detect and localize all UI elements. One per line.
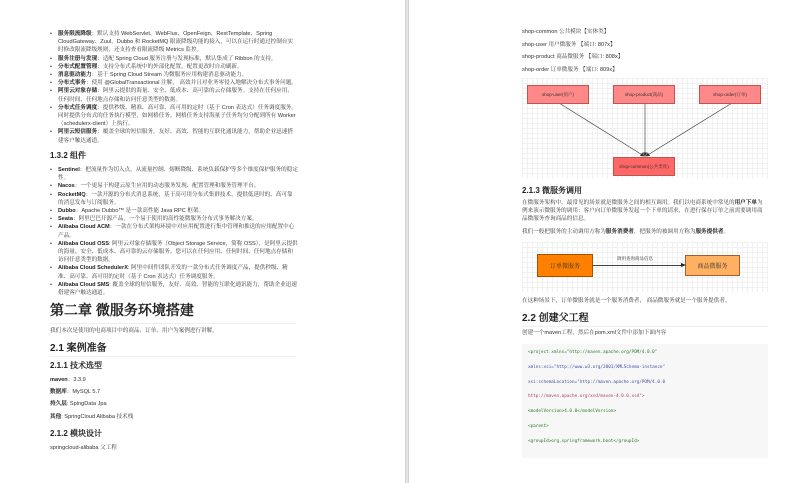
heading-2-1-3: 2.1.3 微服务调用 bbox=[522, 186, 583, 195]
list-item: • Alibaba Cloud OSS: 阿里云对象存储服务（Object Storage Service，简称 OSS），是阿里云提供的海量、安全、低成本、高可靠的云存储服务。您可以在任何应用、任何时间、任何地点存储和访问任意类型的数据。 bbox=[50, 240, 298, 265]
box-shop-order: shop-order(订单) bbox=[699, 85, 761, 104]
module-item: shop-user 用户微服务 【端口: 807x】 bbox=[522, 42, 616, 48]
tech-persistence: 持久层: SpingData Jpa bbox=[50, 401, 107, 407]
call-arrow-label: 调用查询商品信息 bbox=[617, 256, 653, 261]
feature-list bbox=[50, 30, 298, 145]
module-line: springcloud-alibaba 父工程 bbox=[50, 445, 117, 451]
code-line: <project xmlns="http://maven.apache.org/POM/4.0.0" bbox=[528, 350, 658, 355]
list-item: • RocketMQ：一款开源的分布式消息系统，基于高可用分布式集群技术，提供低延时的、高可靠的消息发布与订阅服务。 bbox=[50, 191, 298, 207]
intro-text: 我们本次是使用的电商项目中的商品、订单、用户为案例进行讲解。 bbox=[50, 328, 218, 334]
paragraph: 创建一个maven工程，然后在pom.xml文件中添加下面内容 bbox=[522, 330, 667, 336]
heading-2-1-2: 2.1.2 模块设计 bbox=[50, 429, 103, 438]
box-shop-user: shop-user(用户) bbox=[527, 85, 589, 104]
box-order-service: 订单微服务 bbox=[537, 254, 593, 277]
code-line: http://maven.apache.org/xsd/maven-4.0.0.xsd"> bbox=[528, 394, 645, 400]
module-item: shop-order 订单微服务 【端口: 809x】 bbox=[522, 67, 618, 73]
box-shop-common: shop-common(公共类库) bbox=[613, 157, 675, 176]
tech-database: 数据库：MySQL 5.7 bbox=[50, 389, 101, 395]
arrow-order-common bbox=[646, 103, 732, 156]
list-item: • Dubbo：Apache Dubbo™ 是一款高性能 Java RPC 框架。 bbox=[50, 207, 298, 215]
code-line: <groupId>org.springframework.boot</groupId> bbox=[528, 438, 640, 444]
arrow-user-common bbox=[559, 103, 644, 156]
list-item: • 分布式配置管理：支持分布式系统中的外部化配置，配置更改时自动刷新。 bbox=[50, 63, 298, 71]
paragraph: 在微服务架构中，最常见的场景就是微服务之间的相互调用。我们以电商系统中常见的用户下单为例来演示微服务的调用：客户向订单微服务发起一个下单的请求，在进行保存订单之前需要调用商品微服务查询商品的信息。 bbox=[522, 200, 763, 223]
list-item: • Alibaba Cloud SMS: 覆盖全球的短信服务，友好、高效、智能的互联化通讯能力，帮助企业迅速搭建客户触达通道。 bbox=[50, 281, 298, 297]
list-item: • 分布式事务：使用 @GlobalTransactional 注解， 高效并且对业务零侵入地解决分布式事务问题。 bbox=[50, 79, 298, 87]
list-item: • Nacos：一个更易于构建云原生应用的动态服务发现、配置管理和服务管理平台。 bbox=[50, 182, 298, 190]
heading-2-2: 2.2 创建父工程 bbox=[522, 309, 768, 327]
list-item: • Alibaba Cloud ACM：一款在分布式架构环境中对应用配置进行集中管理和推送的应用配置中心产品。 bbox=[50, 223, 298, 239]
right-page bbox=[409, 0, 800, 483]
list-item: • 阿里云短信服务：覆盖全球的短信服务，友好、高效、智能的互联化通讯能力，帮助企业迅速搭建客户触达通道。 bbox=[50, 128, 298, 144]
heading-components: 1.3.2 组件 bbox=[50, 151, 87, 160]
component-list bbox=[50, 166, 298, 297]
chapter-title: 第二章 微服务环境搭建 bbox=[50, 300, 296, 324]
paragraph: 在这种场景下，订单微服务就是一个服务消费者， 商品微服务就是一个服务提供者。 bbox=[522, 298, 731, 304]
call-diagram bbox=[522, 242, 768, 292]
list-item: • Seata：阿里巴巴开源产品，一个易于使用的高性能微服务分布式事务解决方案。 bbox=[50, 215, 298, 223]
call-arrow-line bbox=[593, 265, 683, 266]
arrow-head-icon bbox=[681, 263, 686, 267]
code-line: <modelVersion>4.0.0</modelVersion> bbox=[528, 409, 616, 415]
tech-other: 其他: SpringCloud Alibaba 技术栈 bbox=[50, 414, 134, 420]
list-item: • 消息驱动能力：基于 Spring Cloud Stream 为微服务应用构建消息驱动能力。 bbox=[50, 71, 298, 79]
box-shop-product: shop-product(商品) bbox=[613, 85, 675, 104]
tech-maven: maven：3.3.9 bbox=[50, 377, 86, 383]
module-item: shop-common 公共模块【实体类】 bbox=[522, 29, 610, 35]
heading-2-1: 2.1 案例准备 bbox=[50, 339, 296, 357]
list-item: • Sentinel：把流量作为切入点，从流量控制、熔断降级、系统负载保护等多个维度保护服务的稳定性。 bbox=[50, 166, 298, 182]
heading-2-1-1: 2.1.1 技术选型 bbox=[50, 361, 103, 370]
code-line: xmlns:xsi="http://www.w3.org/2001/XMLSchema-instance" bbox=[528, 364, 666, 370]
box-product-service: 商品微服务 bbox=[685, 255, 740, 276]
code-block bbox=[522, 344, 768, 458]
list-item: • 服务注册与发现：适配 Spring Cloud 服务注册与发现标准，默认集成了 Ribbon 的支持。 bbox=[50, 55, 298, 63]
list-item: • 阿里云对象存储：阿里云提供的海量、安全、低成本、高可靠的云存储服务。支持在任何应用、任何时间、任何地点存储和访问任意类型的数据。 bbox=[50, 87, 298, 103]
module-item: shop-product 商品微服务 【端口: 808x】 bbox=[522, 54, 624, 60]
list-item: • 分布式任务调度：提供秒级、精准、高可靠、高可用的定时（基于 Cron 表达式）任务调度服务。同时提供分布式的任务执行模型，如网格任务。网格任务支持海量子任务均匀分配到所有 Worker（schedulerx-client）上执行。 bbox=[50, 104, 298, 129]
module-diagram bbox=[522, 78, 768, 178]
code-line: <parent> bbox=[528, 423, 549, 429]
list-item: • 服务限流降级：默认支持 WebServlet、WebFlux、OpenFeign、RestTemplate、Spring CloudGateway、Zuul、Dubbo 和 RocketMQ 限流降级功能的接入，可以在运行时通过控制台实时修改限流降级规则，还支持查看限流降级 Metrics 监控。 bbox=[50, 30, 298, 55]
paragraph: 我们一般把服务的主动调用方称为服务消费者，把服务的被调用方称为服务提供者。 bbox=[522, 229, 730, 235]
list-item: • Alibaba Cloud SchedulerX: 阿里中间件团队开发的一款分布式任务调度产品，提供秒级、精准、高可靠、高可用的定时（基于 Cron 表达式）任务调度服务。 bbox=[50, 264, 298, 280]
code-line: xsi:schemaLocation="http://maven.apache.org/POM/4.0.0 bbox=[528, 379, 666, 385]
